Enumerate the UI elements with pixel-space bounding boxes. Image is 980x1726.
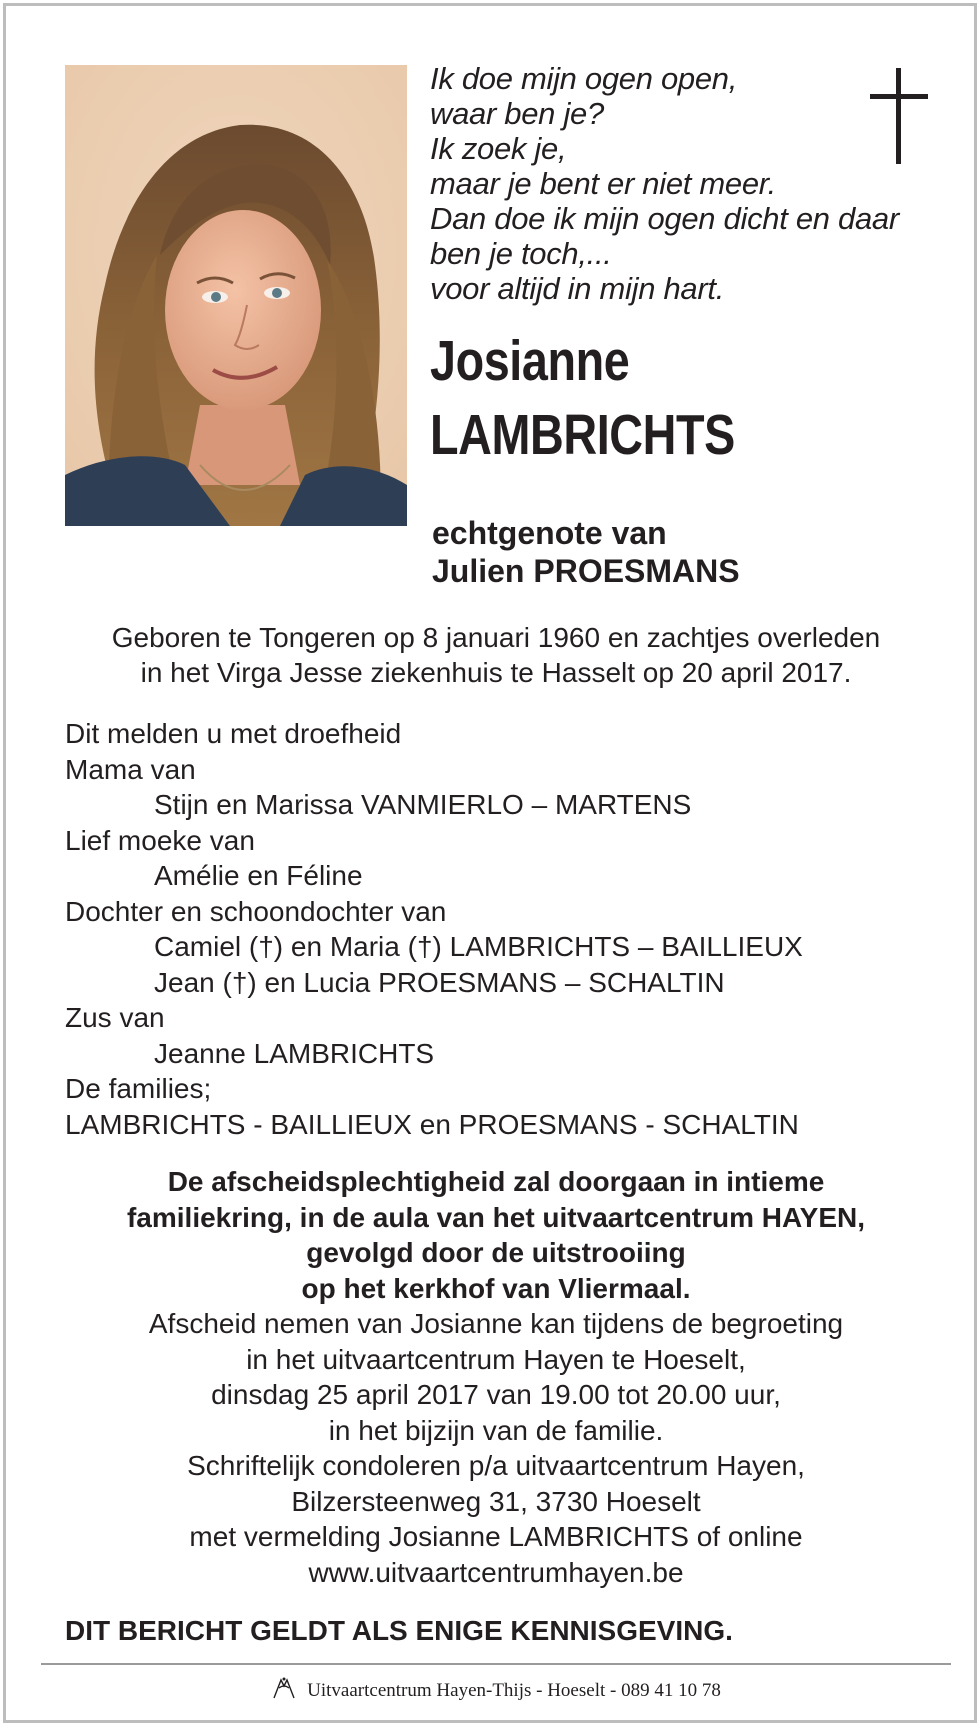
spouse-name: Julien PROESMANS bbox=[432, 553, 740, 589]
family-line: Amélie en Féline bbox=[154, 860, 363, 891]
poem-line: waar ben je? bbox=[430, 96, 604, 131]
family-line: De families; bbox=[65, 1073, 212, 1104]
ceremony-line: dinsdag 25 april 2017 van 19.00 tot 20.00 uur, bbox=[211, 1379, 781, 1410]
footer-divider bbox=[41, 1663, 951, 1665]
family-line: Mama van bbox=[65, 753, 196, 785]
poem-line: Dan doe ik mijn ogen dicht en daar bbox=[430, 201, 899, 236]
poem-line: maar je bent er niet meer. bbox=[430, 166, 776, 201]
ceremony-line: Bilzersteenweg 31, 3730 Hoeselt bbox=[291, 1485, 701, 1517]
family-line: Zus van bbox=[65, 1002, 165, 1033]
birth-death-info bbox=[6, 620, 980, 690]
ceremony-line: gevolgd door de uitstrooiing bbox=[306, 1237, 686, 1268]
ceremony-line: familiekring, in de aula van het uitvaartcentrum HAYEN, bbox=[126, 1201, 866, 1233]
family-line: Dochter en schoondochter van bbox=[65, 895, 447, 927]
ceremony-line: De afscheidsplechtigheid zal doorgaan in intieme bbox=[167, 1166, 825, 1197]
deceased-name bbox=[430, 324, 735, 472]
info-line: Geboren te Tongeren op 8 januari 1960 en zachtjes overleden bbox=[111, 622, 881, 653]
footer-text: Uitvaartcentrum Hayen-Thijs - Hoeselt - 089 41 10 78 bbox=[307, 1680, 721, 1701]
spouse-block bbox=[432, 514, 740, 590]
website-link[interactable]: www.uitvaartcentrumhayen.be bbox=[308, 1556, 684, 1588]
family-line: Dit melden u met droefheid bbox=[65, 718, 402, 749]
ceremony-line: Schriftelijk condoleren p/a uitvaartcentrum Hayen, bbox=[187, 1450, 805, 1481]
obituary-card bbox=[3, 3, 977, 1723]
footer bbox=[6, 1676, 980, 1707]
info-line: in het Virga Jesse ziekenhuis te Hasselt op 20 april 2017. bbox=[140, 657, 852, 688]
poem-line: Ik zoek je, bbox=[430, 131, 567, 166]
ceremony-info bbox=[6, 1164, 980, 1590]
ceremony-line: Afscheid nemen van Josianne kan tijdens de begroeting bbox=[148, 1308, 844, 1339]
poem-line: ben je toch,... bbox=[430, 236, 612, 271]
ceremony-line: in het uitvaartcentrum Hayen te Hoeselt, bbox=[246, 1343, 746, 1375]
last-name: LAMBRICHTS bbox=[430, 403, 735, 467]
family-line: Lief moeke van bbox=[65, 824, 255, 856]
family-line: Camiel (†) en Maria (†) LAMBRICHTS – BAILLIEUX bbox=[154, 931, 803, 962]
funeral-home-logo-icon bbox=[271, 1676, 297, 1707]
poem bbox=[430, 61, 930, 306]
ceremony-line: op het kerkhof van Vliermaal. bbox=[301, 1272, 691, 1304]
poem-line: Ik doe mijn ogen open, bbox=[430, 61, 738, 96]
spouse-relation: echtgenote van bbox=[432, 515, 667, 551]
family-line: Jean (†) en Lucia PROESMANS – SCHALTIN bbox=[154, 966, 725, 998]
ceremony-line: met vermelding Josianne LAMBRICHTS of online bbox=[189, 1521, 803, 1552]
notice-text: DIT BERICHT GELDT ALS ENIGE KENNISGEVING. bbox=[65, 1615, 733, 1646]
latin-cross-icon bbox=[870, 68, 928, 169]
poem-line: voor altijd in mijn hart. bbox=[430, 271, 725, 306]
family-line: Stijn en Marissa VANMIERLO – MARTENS bbox=[154, 789, 692, 820]
family-line: Jeanne LAMBRICHTS bbox=[154, 1037, 435, 1069]
family-line: LAMBRICHTS - BAILLIEUX en PROESMANS - SCHALTIN bbox=[65, 1108, 799, 1140]
first-name: Josianne bbox=[430, 329, 630, 393]
portrait-photo bbox=[65, 65, 407, 526]
family-list bbox=[65, 716, 803, 1142]
ceremony-line: in het bijzijn van de familie. bbox=[328, 1414, 664, 1446]
